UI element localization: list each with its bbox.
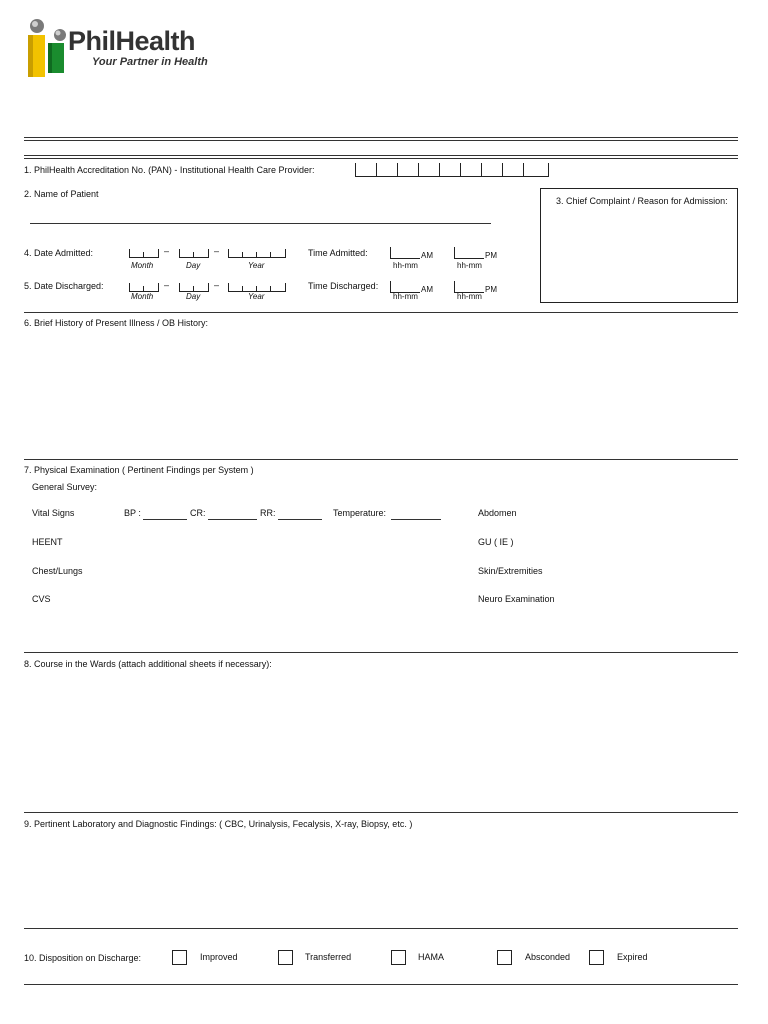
heent-label: HEENT bbox=[32, 537, 63, 547]
section-divider bbox=[24, 459, 738, 460]
skin-extremities-label: Skin/Extremities bbox=[478, 566, 543, 576]
temperature-input[interactable] bbox=[391, 519, 441, 520]
lab-findings-area[interactable] bbox=[24, 833, 738, 925]
chief-complaint-label: 3. Chief Complaint / Reason for Admission: bbox=[556, 196, 728, 206]
transferred-checkbox[interactable] bbox=[278, 950, 293, 965]
lab-findings-label: 9. Pertinent Laboratory and Diagnostic Findings: ( CBC, Urinalysis, Fecalysis, X-ray, Biopsy, etc. ) bbox=[24, 819, 413, 829]
cvs-label: CVS bbox=[32, 594, 51, 604]
section-divider bbox=[24, 312, 738, 313]
hh-mm-caption: hh-mm bbox=[457, 292, 482, 301]
pm-label: PM bbox=[485, 251, 497, 260]
section-divider bbox=[24, 928, 738, 929]
cr-label: CR: bbox=[190, 508, 206, 518]
absconded-checkbox[interactable] bbox=[497, 950, 512, 965]
brand-name: PhilHealth bbox=[68, 26, 196, 56]
disposition-label: 10. Disposition on Discharge: bbox=[24, 953, 142, 963]
bp-label: BP : bbox=[124, 508, 141, 518]
gu-label: GU ( IE ) bbox=[478, 537, 514, 547]
day-caption: Day bbox=[186, 292, 201, 301]
section-divider bbox=[24, 652, 738, 653]
top-divider bbox=[24, 140, 738, 141]
rr-label: RR: bbox=[260, 508, 276, 518]
history-area[interactable] bbox=[24, 332, 738, 456]
top-divider bbox=[24, 137, 738, 138]
improved-label: Improved bbox=[200, 952, 238, 962]
time-admitted-label: Time Admitted: bbox=[308, 248, 368, 258]
history-label: 6. Brief History of Present Illness / OB History: bbox=[24, 318, 209, 328]
transferred-label: Transferred bbox=[305, 952, 352, 962]
hama-label: HAMA bbox=[418, 952, 445, 962]
neuro-label: Neuro Examination bbox=[478, 594, 555, 604]
philhealth-logo bbox=[24, 18, 249, 80]
rr-input[interactable] bbox=[278, 519, 322, 520]
improved-checkbox[interactable] bbox=[172, 950, 187, 965]
hh-mm-caption: hh-mm bbox=[393, 292, 418, 301]
date-discharged-label: 5. Date Discharged: bbox=[24, 281, 104, 291]
time-discharged-label: Time Discharged: bbox=[308, 281, 379, 291]
year-caption: Year bbox=[248, 292, 265, 301]
absconded-label: Absconded bbox=[525, 952, 571, 962]
patient-name-label: 2. Name of Patient bbox=[24, 189, 99, 199]
expired-checkbox[interactable] bbox=[589, 950, 604, 965]
top-divider bbox=[24, 155, 738, 156]
day-caption: Day bbox=[186, 261, 201, 270]
bottom-divider bbox=[24, 984, 738, 985]
time-admitted-pm-input[interactable] bbox=[454, 247, 484, 259]
hh-mm-caption: hh-mm bbox=[457, 261, 482, 270]
general-survey-label: General Survey: bbox=[32, 482, 98, 492]
hh-mm-caption: hh-mm bbox=[393, 261, 418, 270]
date-admitted-label: 4. Date Admitted: bbox=[24, 248, 94, 258]
month-caption: Month bbox=[131, 292, 154, 301]
physical-exam-label: 7. Physical Examination ( Pertinent Findings per System ) bbox=[24, 465, 254, 475]
patient-name-line[interactable] bbox=[30, 223, 491, 224]
month-caption: Month bbox=[131, 261, 154, 270]
course-area[interactable] bbox=[24, 673, 738, 809]
pm-label: PM bbox=[485, 285, 497, 294]
cr-input[interactable] bbox=[208, 519, 257, 520]
hama-checkbox[interactable] bbox=[391, 950, 406, 965]
course-label: 8. Course in the Wards (attach additional sheets if necessary): bbox=[24, 659, 272, 669]
temperature-label: Temperature: bbox=[333, 508, 387, 518]
am-label: AM bbox=[421, 251, 433, 260]
am-label: AM bbox=[421, 285, 433, 294]
abdomen-label: Abdomen bbox=[478, 508, 517, 518]
time-admitted-am-input[interactable] bbox=[390, 247, 420, 259]
brand-tagline: Your Partner in Health bbox=[92, 56, 208, 68]
section-divider bbox=[24, 812, 738, 813]
logo-figure-icon bbox=[24, 18, 68, 80]
year-caption: Year bbox=[248, 261, 265, 270]
vital-signs-label: Vital Signs bbox=[32, 508, 75, 518]
top-divider bbox=[24, 158, 738, 159]
bp-input[interactable] bbox=[143, 519, 187, 520]
pan-label: 1. PhilHealth Accreditation No. (PAN) - Institutional Health Care Provider: bbox=[24, 165, 315, 175]
expired-label: Expired bbox=[617, 952, 648, 962]
chest-lungs-label: Chest/Lungs bbox=[32, 566, 83, 576]
